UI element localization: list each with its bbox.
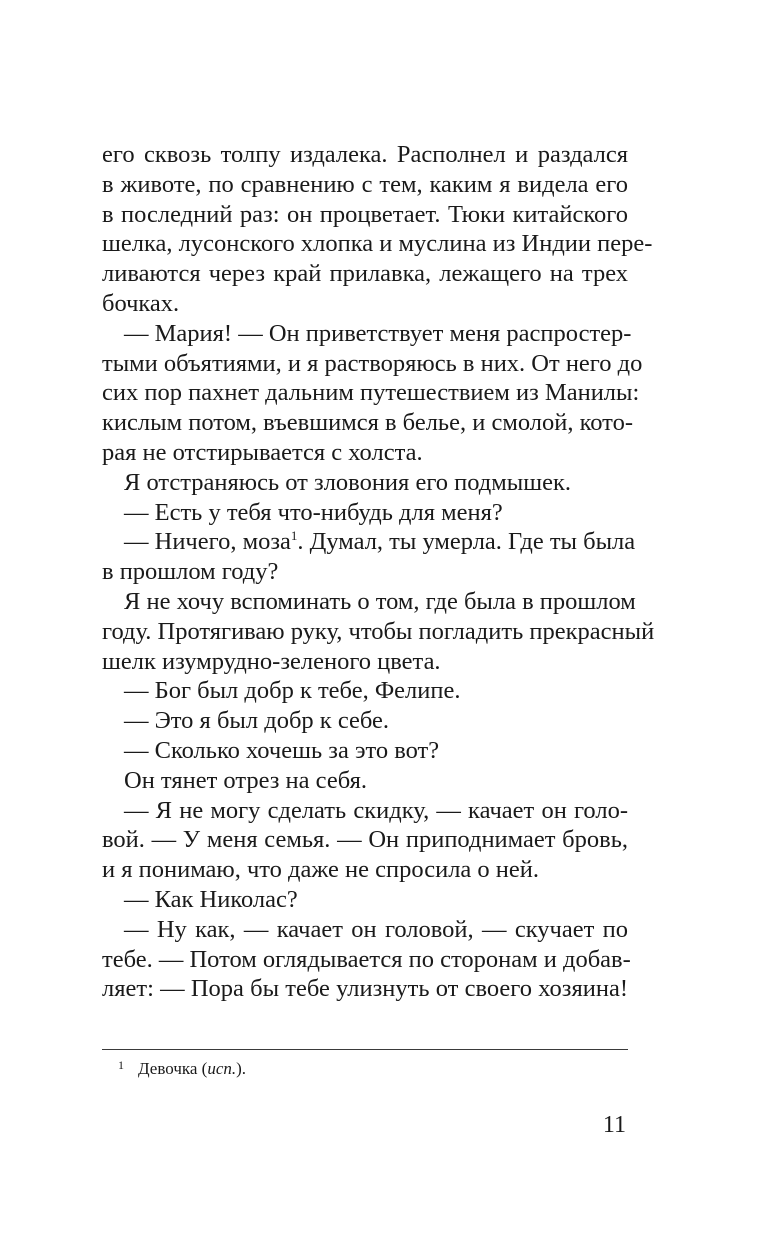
text-line: — Мария! — Он приветствует меня распростер- bbox=[124, 319, 632, 347]
footnote bbox=[102, 1054, 628, 1080]
text-line: в последний раз: он процветает. Тюки китайского bbox=[102, 200, 628, 228]
text-line: Я отстраняюсь от зловония его подмышек. bbox=[124, 468, 571, 496]
text-line: в животе, по сравнению с тем, каким я видела его bbox=[102, 170, 628, 198]
text-line: кислым потом, въевшимся в белье, и смолой, кото- bbox=[102, 409, 633, 437]
footnote-marker: 1 bbox=[118, 1058, 124, 1072]
text-line: вой. — У меня семья. — Он приподнимает бровь, bbox=[102, 826, 628, 854]
page-number: 11 bbox=[602, 1112, 626, 1138]
text-line: — Ну как, — качает он головой, — скучает по bbox=[124, 915, 628, 943]
text-fragment: — Ничего, моза bbox=[124, 528, 291, 556]
text-line: шелка, лусонского хлопка и муслина из Индии пере- bbox=[102, 230, 653, 258]
text-line: — Я не могу сделать скидку, — качает он голо- bbox=[124, 796, 628, 824]
text-line: — Как Николас? bbox=[124, 885, 298, 913]
text-line: его сквозь толпу издалека. Располнел и раздался bbox=[102, 141, 628, 168]
text-line: — Сколько хочешь за это вот? bbox=[124, 736, 440, 764]
body-text bbox=[102, 140, 655, 1004]
footnote-tail: ). bbox=[236, 1059, 247, 1078]
text-line: тебе. — Потом оглядывается по сторонам и добав- bbox=[102, 945, 631, 973]
text-line: году. Протягиваю руку, чтобы погладить прекрасный bbox=[102, 617, 655, 645]
text-line: ляет: — Пора бы тебе улизнуть от своего хозяина! bbox=[102, 975, 628, 1003]
footnote-divider bbox=[102, 1049, 628, 1050]
text-line: ливаются через край прилавка, лежащего на трех bbox=[102, 260, 628, 288]
text-fragment: . Думал, ты умерла. Где ты была bbox=[297, 528, 636, 556]
text-line: бочках. bbox=[102, 289, 180, 317]
footnote-reference[interactable]: 1 bbox=[290, 528, 298, 544]
text-line: сих пор пахнет дальним путешествием из Манилы: bbox=[102, 379, 640, 407]
text-line: рая не отстирывается с холста. bbox=[102, 438, 423, 466]
footnote-text: Девочка ( bbox=[138, 1059, 208, 1078]
text-line: тыми объятиями, и я растворяюсь в них. От него до bbox=[102, 349, 643, 377]
text-line bbox=[102, 527, 636, 557]
footnote-italic: исп. bbox=[207, 1059, 237, 1078]
text-line: и я понимаю, что даже не спросила о ней. bbox=[102, 856, 540, 884]
text-line: — Бог был добр к тебе, Фелипе. bbox=[124, 677, 461, 705]
text-line: Он тянет отрез на себя. bbox=[124, 766, 367, 794]
text-line: Я не хочу вспоминать о том, где была в прошлом bbox=[124, 587, 636, 615]
text-line: — Есть у тебя что-нибудь для меня? bbox=[124, 498, 503, 526]
text-line: шелк изумрудно-зеленого цвета. bbox=[102, 647, 441, 675]
text-line: — Это я был добр к себе. bbox=[124, 707, 390, 735]
text-line: в прошлом году? bbox=[102, 558, 279, 586]
